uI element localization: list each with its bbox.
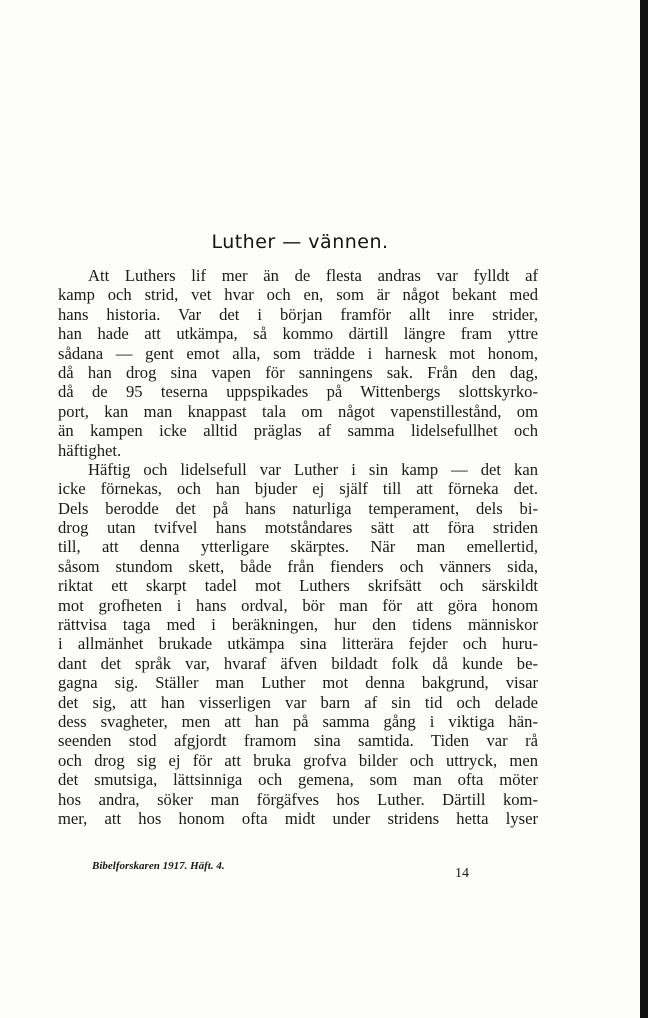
text-line: seenden stod afgjordt framom sina samtida. Tiden var rå xyxy=(58,731,538,751)
text-line: han hade att utkämpa, så kommo därtill längre fram yttre xyxy=(58,324,538,344)
text-line: såsom stundom skett, både från fienders och vänners sida, xyxy=(58,556,538,576)
text-line: än kampen icke alltid präglas af samma lidelsefullhet och xyxy=(58,421,538,441)
text-line: Dels berodde det på hans naturliga temperament, dels bi- xyxy=(58,498,538,518)
text-line: mot grofheten i hans ordval, bör man för att göra honom xyxy=(58,595,538,615)
page-number: 14 xyxy=(455,866,469,881)
text-line: icke förnekas, och han bjuder ej själf till att förneka det. xyxy=(58,479,538,499)
text-line: rättvisa taga med i beräkningen, hur den tidens människor xyxy=(58,615,538,635)
text-line: det smutsiga, lättsinniga och gemena, som man ofta möter xyxy=(58,770,538,790)
text-line: då de 95 teserna uppspikades på Wittenbergs slottskyrko- xyxy=(58,382,538,402)
text-line: det sig, att han visserligen var barn af sin tid och delade xyxy=(58,692,538,712)
text-line: riktat ett skarpt tadel mot Luthers skrifsätt och särskildt xyxy=(58,576,538,596)
text-line: hos andra, söker man förgäfves hos Luther. Därtill kom- xyxy=(58,789,538,809)
page-title: Luther — vännen. xyxy=(211,231,389,253)
text-line: Att Luthers lif mer än de flesta andras var fylldt af xyxy=(88,266,538,285)
text-line: mer, att hos honom ofta midt under stridens hetta lyser xyxy=(58,808,538,828)
scan-border xyxy=(640,0,648,1018)
text-line: då han drog sina vapen för sanningens sak. Från den dag, xyxy=(58,362,538,382)
text-line: gagna sig. Ställer man Luther mot denna bakgrund, visar xyxy=(58,673,538,693)
text-line: och drog sig ej för att bruka grofva bilder och uttryck, men xyxy=(58,750,538,770)
text-line: i allmänhet brukade utkämpa sina litterära fejder och huru- xyxy=(58,634,538,654)
text-line: hans historia. Var det i början framför allt inre strider, xyxy=(58,304,538,324)
text-line: kamp och strid, vet hvar och en, som är något bekant med xyxy=(58,285,538,305)
body-text xyxy=(58,266,538,828)
text-line: port, kan man knappast tala om något vapenstillestånd, om xyxy=(58,401,538,421)
text-line: dant det språk var, hvaraf äfven bildadt folk då kunde be- xyxy=(58,653,538,673)
text-line: till, att denna ytterligare skärptes. När man emellertid, xyxy=(58,537,538,557)
footer-source: Bibelforskaren 1917. Häft. 4. xyxy=(92,860,225,872)
text-line: drog utan tvifvel hans motståndares sätt att föra striden xyxy=(58,518,538,538)
text-line: Häftig och lidelsefull var Luther i sin kamp — det kan xyxy=(88,459,538,479)
text-line: sådana — gent emot alla, som trädde i harnesk mot honom, xyxy=(58,343,538,363)
text-line: dess svagheter, men att han på samma gång i viktiga hän- xyxy=(58,711,538,731)
text-line: häftighet. xyxy=(58,440,122,460)
